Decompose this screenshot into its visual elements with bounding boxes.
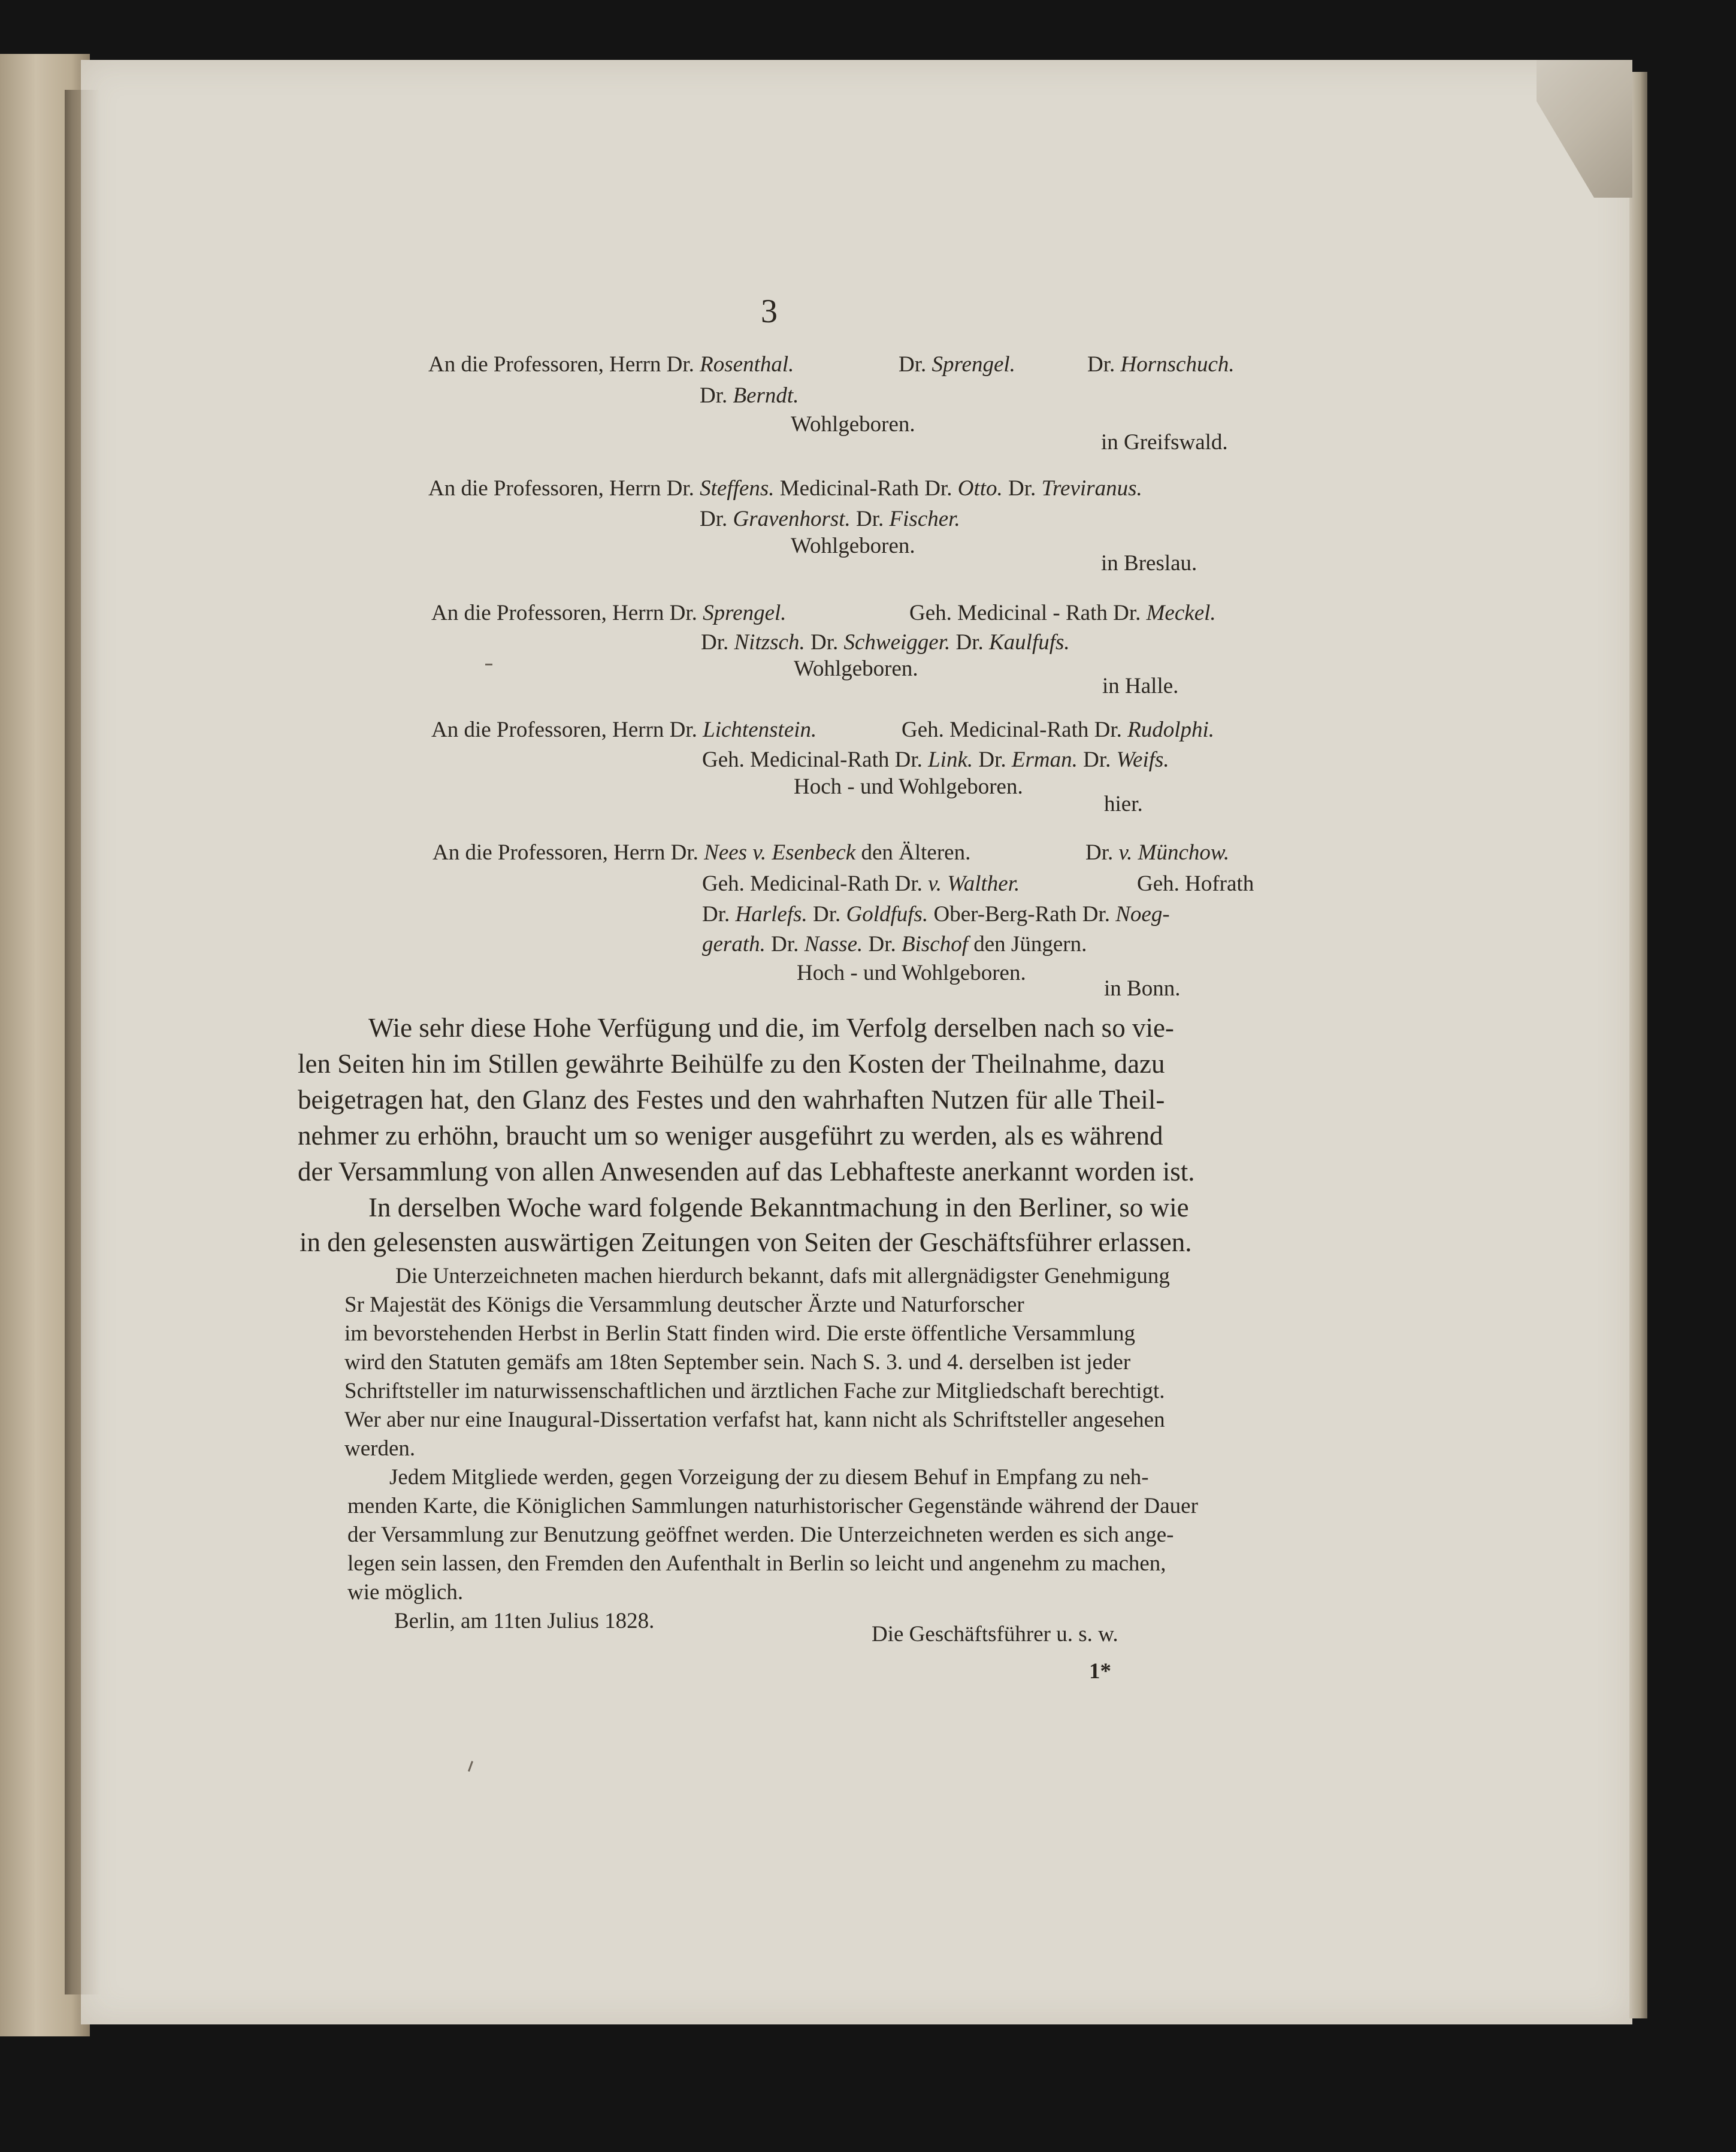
- address-1-salutation: Wohlgeboren.: [791, 412, 915, 437]
- address-3-salutation: Wohlgeboren.: [794, 656, 918, 681]
- name-kaulfuss: Kaulfufs.: [989, 630, 1070, 655]
- address-4-salutation: Hoch - und Wohlgeboren.: [794, 774, 1023, 799]
- title-dr: Dr.: [863, 932, 902, 957]
- address-5-line-2: [702, 873, 1020, 895]
- notice-1-line-1: Die Unterzeichneten machen hierdurch bekannt, dafs mit allergnädigster Genehmigung: [395, 1264, 1170, 1288]
- title-dr: Dr.: [700, 383, 733, 408]
- title-dr: Dr.: [701, 630, 734, 655]
- notice-2-line-3: der Versammlung zur Benutzung geöffnet werden. Die Unterzeichneten werden es sich ange-: [347, 1523, 1174, 1547]
- address-2-salutation: Wohlgeboren.: [791, 534, 915, 558]
- title-dr: Dr.: [950, 630, 989, 655]
- address-2-line-1: [428, 477, 1142, 500]
- name-rudolphi: Rudolphi.: [1127, 718, 1215, 742]
- stray-mark: [485, 664, 492, 665]
- name-hornschuch: Hornschuch.: [1120, 352, 1235, 377]
- address-5-line-3: [702, 903, 1170, 925]
- address-1-prefix: An die Professoren, Herrn Dr.: [428, 352, 700, 377]
- paragraph-1-line-3: beigetragen hat, den Glanz des Festes und den wahrhaften Nutzen für alle Theil-: [298, 1085, 1165, 1115]
- address-4-line-2: [702, 749, 1169, 771]
- notice-1-line-3: im bevorstehenden Herbst in Berlin Statt finden wird. Die erste öffentliche Versammlung: [344, 1321, 1136, 1346]
- notice-1-line-6: Wer aber nur eine Inaugural-Dissertation verfafst hat, kann nicht als Schriftsteller angesehen: [344, 1408, 1165, 1432]
- name-schweigger: Schweigger.: [843, 630, 951, 655]
- name-harless: Harlefs.: [735, 902, 807, 927]
- title-dr: Dr.: [805, 630, 844, 655]
- address-3-line-1: [431, 602, 787, 624]
- paragraph-2-line-2: in den gelesensten auswärtigen Zeitungen von Seiten der Geschäftsführer erlassen.: [300, 1227, 1192, 1257]
- name-gravenhorst: Gravenhorst.: [733, 507, 851, 531]
- paragraph-1-line-5: der Versammlung von allen Anwesenden auf das Lebhafteste anerkannt worden ist.: [298, 1157, 1195, 1187]
- name-nitzsch: Nitzsch.: [734, 630, 805, 655]
- name-treviranus: Treviranus.: [1041, 476, 1142, 501]
- title-geh-medicinal-rath: Geh. Medicinal-Rath Dr.: [702, 871, 929, 896]
- name-lichtenstein: Lichtenstein.: [703, 718, 817, 742]
- address-3-prefix: An die Professoren, Herrn Dr.: [431, 601, 703, 625]
- title-geh-medicinal-rath: Geh. Medicinal-Rath Dr.: [702, 747, 929, 772]
- address-5-line-1: [433, 842, 970, 864]
- address-4-name-2: [902, 719, 1214, 741]
- dateline: Berlin, am 11ten Julius 1828.: [394, 1609, 655, 1633]
- name-berndt: Berndt.: [733, 383, 799, 408]
- address-3-name-2: [909, 602, 1216, 624]
- notice-2-line-1: Jedem Mitgliede werden, gegen Vorzeigung der zu diesem Behuf in Empfang zu neh-: [389, 1465, 1149, 1490]
- name-nasse: Nasse.: [804, 932, 863, 957]
- address-1-name-2: [899, 353, 1015, 376]
- title-dr: Dr.: [807, 902, 846, 927]
- address-4-city: hier.: [1104, 792, 1143, 816]
- name-sprengel: Sprengel.: [931, 352, 1015, 377]
- title-dr: Dr.: [973, 747, 1012, 772]
- address-1-line-1: [428, 353, 794, 376]
- address-3-line-2: [701, 631, 1070, 653]
- name-meckel: Meckel.: [1146, 601, 1216, 625]
- text-den-juengern: den Jüngern.: [968, 932, 1087, 957]
- page-number: 3: [761, 293, 778, 330]
- address-4-line-1: [431, 719, 816, 741]
- name-rosenthal: Rosenthal.: [700, 352, 794, 377]
- page-edge-right: [1629, 72, 1647, 2018]
- name-link: Link.: [928, 747, 973, 772]
- name-v-walther: v. Walther.: [928, 871, 1020, 896]
- address-2-prefix: An die Professoren, Herrn Dr.: [428, 476, 700, 501]
- book-gutter: [65, 90, 101, 1994]
- address-1-name-3: [1087, 353, 1235, 376]
- paragraph-1-line-2: len Seiten hin im Stillen gewährte Beihülfe zu den Kosten der Theilnahme, dazu: [298, 1049, 1165, 1079]
- name-weiss: Weifs.: [1116, 747, 1169, 772]
- title-dr: Dr.: [765, 932, 805, 957]
- text-den-aelteren: den Älteren.: [855, 840, 971, 865]
- name-noeggerath-cont: gerath.: [702, 932, 766, 957]
- title-dr: Dr.: [1002, 476, 1042, 501]
- paragraph-1-line-4: nehmer zu erhöhn, braucht um so weniger ausgeführt zu werden, als es während: [298, 1121, 1163, 1151]
- notice-1-line-2: Sr Majestät des Königs die Versammlung deutscher Ärzte und Naturforscher: [344, 1293, 1024, 1317]
- address-4-prefix: An die Professoren, Herrn Dr.: [431, 718, 703, 742]
- name-steffens: Steffens.: [700, 476, 775, 501]
- title-dr: Dr.: [1077, 747, 1117, 772]
- name-goldfuss: Goldfufs.: [846, 902, 929, 927]
- title-ober-berg-rath: Ober-Berg-Rath Dr.: [928, 902, 1116, 927]
- signature-mark: 1*: [1089, 1659, 1111, 1684]
- name-v-muenchow: v. Münchow.: [1118, 840, 1230, 865]
- title-dr: Dr.: [702, 902, 736, 927]
- notice-2-line-2: menden Karte, die Königlichen Sammlungen naturhistorischer Gegenstände während der Dauer: [347, 1494, 1198, 1518]
- name-noeggerath: Noeg-: [1115, 902, 1170, 927]
- title-dr: Dr.: [1085, 840, 1119, 865]
- address-3-city: in Halle.: [1102, 674, 1179, 698]
- address-5-prefix: An die Professoren, Herrn Dr.: [433, 840, 704, 865]
- name-sprengel: Sprengel.: [703, 601, 787, 625]
- address-5-name-2: [1085, 842, 1229, 864]
- title-dr: Dr.: [899, 352, 932, 377]
- address-1-line-2: [700, 385, 799, 407]
- name-fischer: Fischer.: [889, 507, 960, 531]
- address-5-line-4: [702, 933, 1087, 955]
- address-5-salutation: Hoch - und Wohlgeboren.: [797, 961, 1026, 985]
- notice-2-line-5: wie möglich.: [347, 1580, 464, 1605]
- title-geh-medicinal-rath: Geh. Medicinal - Rath Dr.: [909, 601, 1147, 625]
- signature: Die Geschäftsführer u. s. w.: [872, 1622, 1118, 1646]
- title-geh-medicinal-rath: Geh. Medicinal-Rath Dr.: [902, 718, 1128, 742]
- notice-1-line-7: werden.: [344, 1436, 416, 1461]
- name-bischof: Bischof: [902, 932, 968, 957]
- address-1-city: in Greifswald.: [1101, 430, 1228, 455]
- paragraph-1-line-1: Wie sehr diese Hohe Verfügung und die, im Verfolg derselben nach so vie-: [368, 1013, 1174, 1043]
- address-2-line-2: [700, 508, 960, 530]
- address-5-city: in Bonn.: [1104, 976, 1181, 1001]
- address-5-hofrath: Geh. Hofrath: [1137, 871, 1254, 896]
- name-nees-v-esenbeck: Nees v. Esenbeck: [704, 840, 856, 865]
- notice-1-line-4: wird den Statuten gemäfs am 18ten September sein. Nach S. 3. und 4. derselben ist jeder: [344, 1350, 1131, 1375]
- name-otto: Otto.: [957, 476, 1003, 501]
- name-erman: Erman.: [1011, 747, 1078, 772]
- title-dr: Dr.: [700, 507, 733, 531]
- notice-2-line-4: legen sein lassen, den Fremden den Aufenthalt in Berlin so leicht und angenehm zu machen,: [347, 1551, 1166, 1576]
- address-2-city: in Breslau.: [1101, 551, 1197, 576]
- paragraph-2-line-1: In derselben Woche ward folgende Bekanntmachung in den Berliner, so wie: [368, 1192, 1189, 1222]
- notice-1-line-5: Schriftsteller im naturwissenschaftlichen und ärztlichen Fache zur Mitgliedschaft berechtigt.: [344, 1379, 1165, 1403]
- title-dr: Dr.: [850, 507, 890, 531]
- title-dr: Dr.: [1087, 352, 1121, 377]
- title-medicinal-rath: Medicinal-Rath Dr.: [774, 476, 958, 501]
